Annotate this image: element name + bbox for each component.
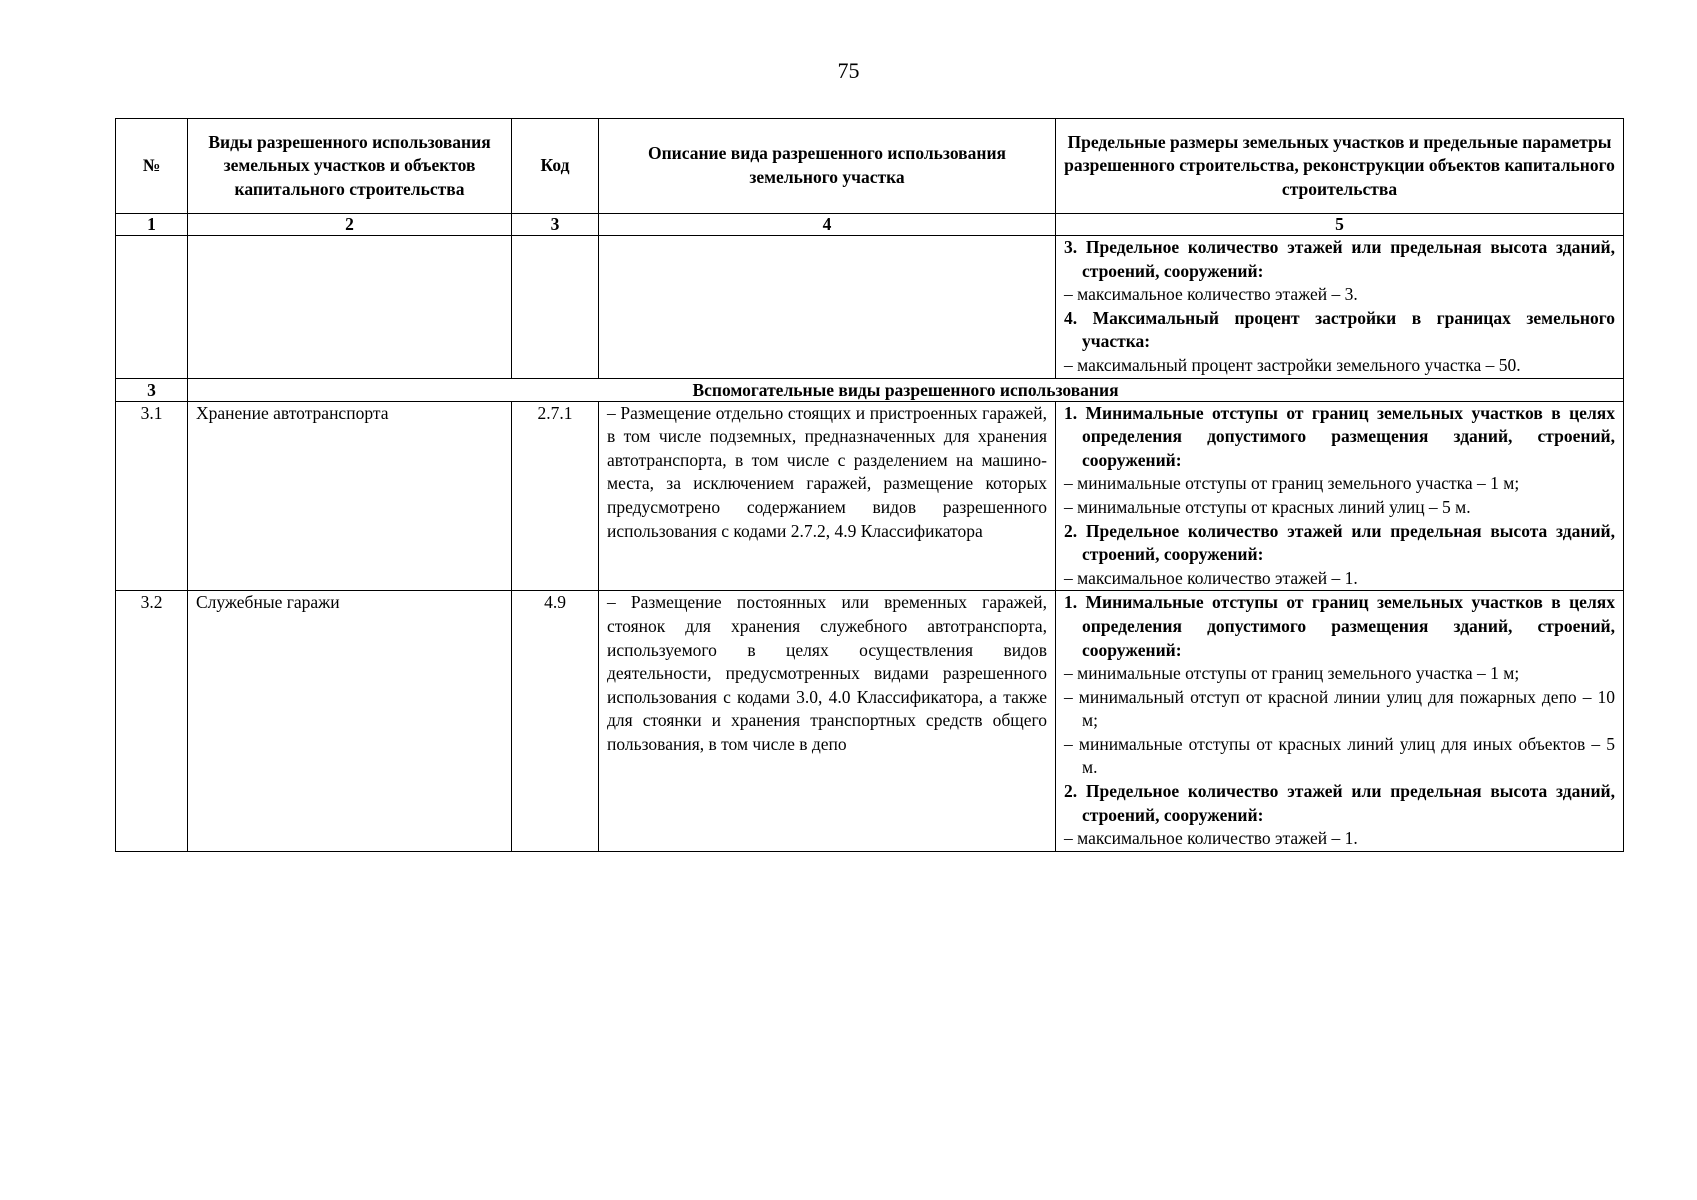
param-item: – максимальное количество этажей – 3. [1064,284,1358,305]
param-heading: 3. Предельное количество этажей или предельная высота зданий, строений, сооружений: [1064,237,1615,281]
param-item: – минимальный отступ от красной линии улиц для пожарных депо – 10 м; [1064,686,1615,731]
section-row [116,378,1624,401]
column-number: 3 [512,214,599,236]
param-item: – максимальное количество этажей – 1. [1064,828,1358,849]
param-item: – максимальный процент застройки земельного участка – 50. [1064,354,1521,375]
cell-description: – Размещение отдельно стоящих и пристроенных гаражей, в том числе подземных, предназначенных для хранения автотранспорта, в том числе с разделением на машино-места, за исключением гаражей, размещение которых предусмотрено содержанием видов разрешенного использования с кодами 2.7.2, 4.9 Классификатора [599,401,1056,591]
param-item: – максимальное количество этажей – 1. [1064,567,1358,588]
column-number-row [116,214,1624,236]
cell-name [188,236,512,379]
table-row [116,401,1624,591]
header-description: Описание вида разрешенного использования земельного участка [599,119,1056,214]
header-limits: Предельные размеры земельных участков и предельные параметры разрешенного строительства, реконструкции объектов капитального строительства [1056,119,1624,214]
cell-description [599,236,1056,379]
cell-description: – Размещение постоянных или временных гаражей, стоянок для хранения служебного автотранспорта, используемого в целях осуществления видов деятельности, предусмотренных видами разрешенного использования с кодами 3.0, 4.0 Классификатора, а также для стоянки и хранения транспортных средств общего пользования, в том числе в депо [599,591,1056,852]
param-heading: 1. Минимальные отступы от границ земельных участков в целях определения допустимого размещения зданий, строений, сооружений: [1064,402,1615,470]
page-number: 75 [837,58,860,83]
param-heading: 4. Максимальный процент застройки в границах земельного участка: [1064,307,1615,352]
cell-name: Хранение автотранспорта [188,401,512,591]
section-title: Вспомогательные виды разрешенного использования [188,378,1624,401]
cell-code: 2.7.1 [512,401,599,591]
cell-num [116,236,188,379]
cell-num: 3.1 [116,401,188,591]
column-number: 1 [116,214,188,236]
cell-params [1056,401,1624,591]
table-row [116,591,1624,852]
column-number: 2 [188,214,512,236]
cell-params [1056,591,1624,852]
header-code: Код [512,119,599,214]
section-num: 3 [116,378,188,401]
param-item: – минимальные отступы от красных линий улиц для иных объектов – 5 м. [1064,733,1615,778]
param-item: – минимальные отступы от границ земельного участка – 1 м; [1064,663,1520,684]
land-use-regulations-table [115,118,1624,852]
param-item: – минимальные отступы от границ земельного участка – 1 м; [1064,473,1520,494]
param-item: – минимальные отступы от красных линий улиц – 5 м. [1064,496,1471,517]
cell-num: 3.2 [116,591,188,852]
param-heading: 1. Минимальные отступы от границ земельных участков в целях определения допустимого размещения зданий, строений, сооружений: [1064,592,1615,660]
continuation-row [116,236,1624,379]
cell-name: Служебные гаражи [188,591,512,852]
header-types: Виды разрешенного использования земельных участков и объектов капитального строительства [188,119,512,214]
cell-params [1056,236,1624,379]
param-heading: 2. Предельное количество этажей или предельная высота зданий, строений, сооружений: [1064,781,1615,825]
header-num: № [116,119,188,214]
column-number: 4 [599,214,1056,236]
cell-code: 4.9 [512,591,599,852]
table-header-row [116,119,1624,214]
column-number: 5 [1056,214,1624,236]
param-heading: 2. Предельное количество этажей или предельная высота зданий, строений, сооружений: [1064,520,1615,565]
cell-code [512,236,599,379]
